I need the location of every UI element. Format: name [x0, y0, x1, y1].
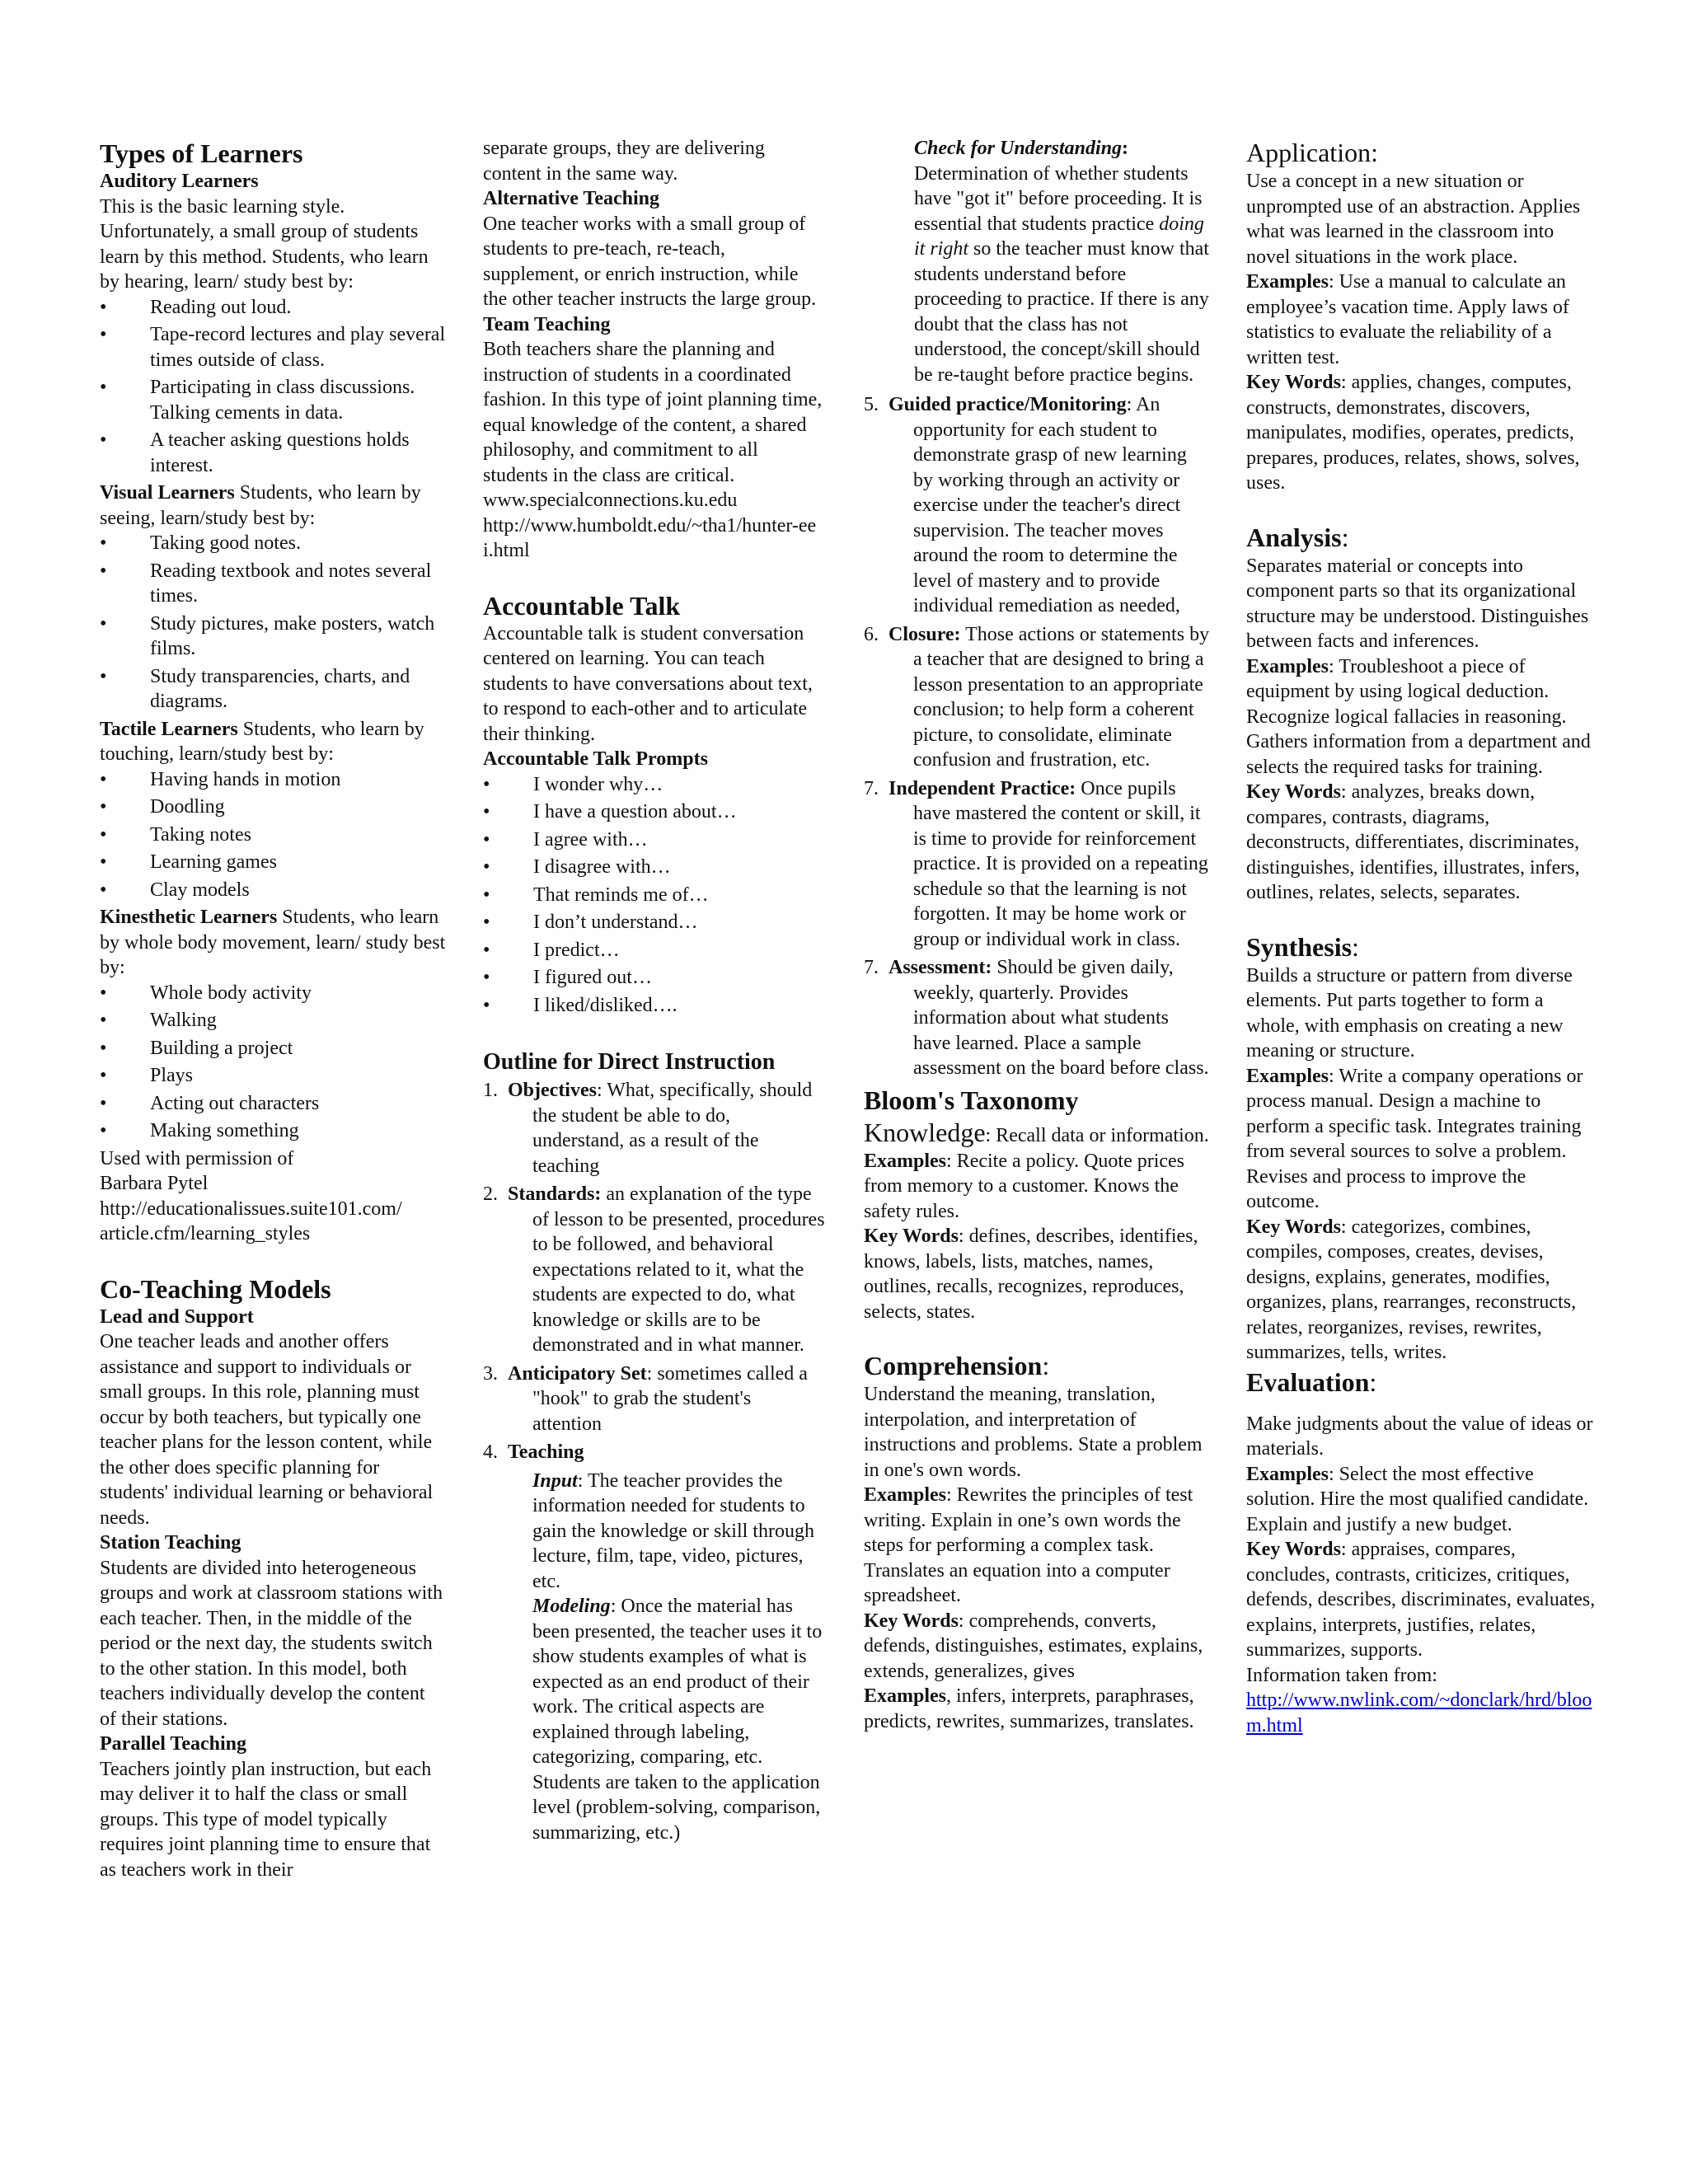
item-text: Once pupils have mastered the content or skill, it is time to provide for reinforcement practice. It is provided on a repeating schedule so that the learning is not forgotten. It may be home work or group or individual work in class.: [913, 777, 1208, 950]
modeling-heading: Modeling: [532, 1596, 611, 1617]
list-item: • I predict…: [483, 938, 825, 963]
visual-text: Students, who learn by seeing, learn/study best by:: [100, 482, 421, 529]
keywords-text: : applies, changes, computes, constructs, demonstrates, discovers, manipulates, modifies, operates, predicts, prepares, produces, relates, shows, solves, uses.: [1246, 372, 1580, 494]
spacer: [1246, 1399, 1597, 1412]
team-heading: Team Teaching: [483, 313, 611, 335]
item-heading: Guided practice/Monitoring: [889, 394, 1127, 415]
examples-text: : Write a company operations or process manual. Design a machine to perform a specific task. Integrates training from several sources to solve a problem. Revises and process to improve the outcome.: [1246, 1065, 1583, 1212]
list-item: • Learning games: [100, 850, 446, 875]
knowledge-heading: Knowledge: [864, 1117, 986, 1147]
list-item: • Walking: [100, 1008, 446, 1033]
list-item: • Having hands in motion: [100, 767, 446, 793]
list-item: • Building a project: [100, 1036, 446, 1062]
item-number: 4.: [483, 1441, 498, 1463]
keywords-text: : comprehends, converts, defends, distinguishes, estimates, explains, extends, generalizes, gives: [864, 1610, 1203, 1682]
comprehension-heading-line: [864, 1349, 1210, 1382]
tactile-paragraph: [100, 717, 446, 767]
application-keywords: [1246, 370, 1597, 496]
comprehension-examples-2: [864, 1684, 1210, 1734]
list-item: • That reminds me of…: [483, 883, 825, 908]
parallel-heading: Parallel Teaching: [100, 1733, 247, 1755]
comprehension-keywords: [864, 1609, 1210, 1685]
visual-heading: Visual Learners: [100, 482, 235, 504]
keywords-label: Key Words: [1246, 1216, 1341, 1238]
spacer: [100, 1247, 446, 1272]
co-teaching-title: Co-Teaching Models: [100, 1273, 331, 1304]
list-item: • I wonder why…: [483, 772, 825, 798]
outline-item: [483, 1182, 825, 1358]
outline-title: Outline for Direct Instruction: [483, 1049, 776, 1075]
auditory-heading: Auditory Learners: [100, 171, 259, 192]
item-number: 1.: [483, 1080, 498, 1101]
item-number: 3.: [483, 1362, 498, 1385]
bloom-source-link[interactable]: http://www.nwlink.com/~donclark/hrd/bloom.html: [1246, 1690, 1592, 1736]
check-text-cont: so the teacher must know that students understand before proceeding to practice. If there is any doubt that the class has not understood, the concept/skill should be re-taught before practice begins.: [914, 238, 1209, 386]
column-4: [1246, 136, 1597, 1738]
examples-label: Examples: [864, 1685, 947, 1707]
synthesis-colon: :: [1352, 931, 1359, 962]
source-url: www.specialconnections.ku.edu: [483, 490, 738, 511]
modeling-paragraph: [483, 1594, 825, 1845]
item-text: Should be given daily, weekly, quarterly. Provides information about what students have learned. Place a sample assessment on the board before class.: [913, 957, 1209, 1079]
modeling-text: : Once the material has been presented, the teacher uses it to show students examples of what is expected as an end product of their work. The critical aspects are explained through labeling, categorizing, comparing, etc. Students are taken to the application level (problem-solving, comparison, summarizing, etc.): [532, 1596, 823, 1844]
comprehension-text: Understand the meaning, translation, interpolation, and interpretation of instructions and problems. State a problem in one's own words.: [864, 1384, 1203, 1481]
visual-list: [100, 531, 446, 715]
info-source-link-wrap: [1246, 1688, 1597, 1738]
keywords-text: : appraises, compares, concludes, contrasts, criticizes, critiques, defends, describes, discriminates, evaluates, explains, interprets, justifies, relates, summarizes, supports.: [1246, 1539, 1596, 1661]
list-item: • I disagree with…: [483, 855, 825, 880]
item-heading: Standards:: [508, 1183, 602, 1205]
analysis-heading: Analysis: [1246, 522, 1342, 552]
keywords-label: Key Words: [1246, 1539, 1341, 1560]
team-text: Both teachers share the planning and instruction of students in a coordinated fashion. In this type of joint planning time, equal knowledge of the content, a shared philosophy, and commitment to all students in the class are critical.: [483, 339, 823, 486]
comprehension-examples: [864, 1483, 1210, 1609]
list-item: • Plays: [100, 1063, 446, 1089]
item-number: 2.: [483, 1183, 498, 1205]
permission-url-path: article.cfm/learning_styles: [100, 1223, 311, 1244]
spacer: [864, 1324, 1210, 1349]
item-text: : An opportunity for each student to demonstrate grasp of new learning by working through an activity or exercise under the teacher's direct supervision. The teacher moves around the room to determine the level of mastery and to provide individual remediation as needed,: [913, 394, 1187, 616]
list-item: • Tape-record lectures and play several times outside of class.: [100, 322, 446, 373]
kinesthetic-paragraph: [100, 905, 446, 981]
list-item: • I liked/disliked….: [483, 993, 825, 1019]
station-heading: Station Teaching: [100, 1532, 241, 1554]
list-item: • Reading textbook and notes several times.: [100, 559, 446, 609]
accountable-talk-title: Accountable Talk: [483, 590, 681, 621]
kinesthetic-list: [100, 981, 446, 1144]
examples-text: : Recite a policy. Quote prices from memory to a customer. Knows the safety rules.: [864, 1150, 1185, 1222]
check-heading: Check for Understanding: [914, 138, 1123, 159]
list-item: • I don’t understand…: [483, 910, 825, 935]
knowledge-keywords: [864, 1224, 1210, 1324]
analysis-heading-line: [1246, 521, 1597, 554]
evaluation-heading: Evaluation: [1246, 1366, 1370, 1397]
application-text: Use a concept in a new situation or unprompted use of an abstraction. Applies what was learned in the classroom into novel situations in the work place.: [1246, 171, 1581, 268]
lead-support-heading: Lead and Support: [100, 1305, 254, 1328]
list-item: • Taking notes: [100, 823, 446, 848]
examples-text: : Rewrites the principles of test writing. Explain in one’s own words the steps for performing a complex task. Translates an equation into a computer spreadsheet.: [864, 1484, 1193, 1606]
item-number: 7.: [864, 957, 879, 978]
visual-paragraph: [100, 480, 446, 531]
item-heading: Anticipatory Set: [508, 1362, 647, 1385]
evaluation-keywords: [1246, 1537, 1597, 1663]
auditory-list: [100, 295, 446, 479]
spacer: [483, 1020, 825, 1045]
item-number: 5.: [864, 394, 879, 415]
keywords-label: Key Words: [864, 1226, 959, 1247]
analysis-text: Separates material or concepts into component parts so that its organizational structure may be understood. Distinguishes between facts and inferences.: [1246, 555, 1589, 652]
check-understanding-paragraph: [864, 136, 1210, 387]
parallel-text-continued: separate groups, they are delivering content in the same way.: [483, 138, 765, 185]
alternative-heading: Alternative Teaching: [483, 188, 659, 209]
outline-item: [864, 392, 1210, 619]
comprehension-colon: :: [1042, 1351, 1050, 1380]
keywords-label: Key Words: [1246, 372, 1341, 393]
input-heading: Input: [532, 1469, 578, 1492]
column-3: [864, 136, 1210, 1734]
outline-item: [483, 1440, 825, 1465]
analysis-colon: :: [1341, 522, 1349, 552]
alternative-text: One teacher works with a small group of students to pre-teach, re-teach, supplement, or enrich instruction, while the other teacher instructs the large group.: [483, 213, 817, 310]
synthesis-examples: [1246, 1064, 1597, 1215]
keywords-text: : categorizes, combines, compiles, composes, creates, devises, designs, explains, generates, modifies, organizes, plans, rearranges, reconstructs, relates, reorganizes, revises, rewrites, summarizes, tells, writes.: [1246, 1216, 1577, 1363]
column-1: [100, 136, 446, 1882]
outline-item: [483, 1078, 825, 1179]
comprehension-heading: Comprehension: [864, 1351, 1043, 1380]
item-heading: Teaching: [508, 1441, 584, 1463]
examples-label: Examples: [1246, 1065, 1329, 1087]
accountable-talk-text: Accountable talk is student conversation centered on learning. You can teach students to have conversations about text, to respond to each-other and to articulate their thinking.: [483, 622, 813, 745]
examples-label: Examples: [864, 1484, 947, 1506]
synthesis-keywords: [1246, 1215, 1597, 1366]
list-item: • Taking good notes.: [100, 531, 446, 556]
keywords-label: Key Words: [1246, 781, 1341, 803]
prompts-list: [483, 772, 825, 1019]
item-text: an explanation of the type of lesson to be presented, procedures to be followed, and behavioral expectations related to it, what the students are expected to do, what knowledge or skills are to be demonstrated and in what manner.: [532, 1183, 825, 1356]
auditory-text: This is the basic learning style. Unfortunately, a small group of students learn by this method. Students, who learn by hearing, learn/ study best by:: [100, 195, 429, 293]
outline-item: [864, 776, 1210, 953]
outline-item: [864, 955, 1210, 1081]
spacer: [483, 564, 825, 588]
input-text: : The teacher provides the information needed for students to gain the knowledge or skill through lecture, film, tape, video, pictures, etc.: [532, 1469, 814, 1592]
list-item: • I figured out…: [483, 965, 825, 991]
kinesthetic-heading: Kinesthetic Learners: [100, 907, 278, 928]
examples-label: Examples: [1246, 1463, 1329, 1485]
keywords-text: : defines, describes, identifies, knows, labels, lists, matches, names, outlines, recalls, recognizes, reproduces, selects, states.: [864, 1226, 1198, 1323]
list-item: • Study transparencies, charts, and diagrams.: [100, 664, 446, 715]
check-colon: :: [1122, 138, 1129, 159]
list-item: • Participating in class discussions. Talking cements in data.: [100, 375, 446, 425]
tactile-text: Students, who learn by touching, learn/study best by:: [100, 718, 424, 765]
item-heading: Assessment:: [889, 957, 992, 978]
input-paragraph: [483, 1469, 825, 1595]
item-text: : sometimes called a "hook" to grab the student's attention: [532, 1362, 808, 1435]
types-of-learners-title: Types of Learners: [100, 138, 303, 168]
examples-label: Examples: [1246, 271, 1329, 293]
list-item: • Making something: [100, 1118, 446, 1144]
synthesis-text: Builds a structure or pattern from diverse elements. Put parts together to form a whole, with emphasis on creating a new meaning or structure.: [1246, 964, 1573, 1062]
analysis-keywords: [1246, 780, 1597, 906]
examples-label: Examples: [1246, 655, 1329, 677]
list-item: • I have a question about…: [483, 799, 825, 825]
source-url: http://www.humboldt.edu/~tha1/hunter-eei.html: [483, 514, 817, 561]
application-examples: [1246, 269, 1597, 370]
list-item: • Whole body activity: [100, 981, 446, 1006]
permission-author: Barbara Pytel: [100, 1173, 209, 1194]
item-heading: Independent Practice:: [889, 777, 1076, 799]
list-item: • I agree with…: [483, 827, 825, 853]
evaluation-text: Make judgments about the value of ideas or materials.: [1246, 1413, 1593, 1460]
check-emphasis: doing it right: [914, 213, 1204, 260]
examples-text: : Select the most effective solution. Hire the most qualified candidate. Explain and justify a new budget.: [1246, 1463, 1589, 1535]
item-number: 6.: [864, 623, 879, 645]
item-text: : What, specifically, should the student be able to do, understand, as a result of the teaching: [532, 1080, 813, 1177]
tactile-heading: Tactile Learners: [100, 718, 238, 740]
list-item: • Reading out loud.: [100, 295, 446, 321]
spacer: [1246, 906, 1597, 930]
synthesis-heading-line: [1246, 930, 1597, 963]
spacer: [1246, 496, 1597, 521]
examples-text: : Troubleshoot a piece of equipment by using logical deduction. Recognize logical fallacies in reasoning. Gathers information from a department and selects the required tasks for training.: [1246, 655, 1591, 778]
station-text: Students are divided into heterogeneous groups and work at classroom stations with each teacher. Then, in the middle of the period or the next day, the students switch to the other station. In this model, both teachers individually develop the content of their stations.: [100, 1557, 443, 1730]
synthesis-heading: Synthesis: [1246, 931, 1353, 962]
list-item: • Study pictures, make posters, watch films.: [100, 612, 446, 662]
lead-support-text: One teacher leads and another offers assistance and support to individuals or small groups. In this role, planning must occur by both teachers, but typically one teacher plans for the lesson content, while the other does specific planning for students' individual learning or behavioral needs.: [100, 1331, 434, 1529]
column-2: [483, 136, 825, 1845]
keywords-text: : analyzes, breaks down, compares, contrasts, diagrams, deconstructs, differentiates, discriminates, distinguishes, identifies, illustrates, infers, outlines, relates, selects, separates.: [1246, 781, 1580, 903]
outline-item: [483, 1361, 825, 1437]
item-heading: Closure:: [889, 623, 961, 645]
keywords-label: Key Words: [864, 1610, 959, 1632]
blooms-taxonomy-title: Bloom's Taxonomy: [864, 1085, 1079, 1115]
outline-item: [864, 622, 1210, 773]
list-item: • Doodling: [100, 794, 446, 820]
permission-line: Used with permission of: [100, 1147, 294, 1169]
kinesthetic-text: Students, who learn by whole body movement, learn/ study best by:: [100, 907, 446, 978]
examples-label: Examples: [864, 1150, 947, 1172]
knowledge-text: : Recall data or information.: [985, 1124, 1209, 1146]
knowledge-paragraph: [864, 1116, 1210, 1149]
list-item: • A teacher asking questions holds interest.: [100, 428, 446, 478]
permission-url: http://educationalissues.suite101.com/: [100, 1197, 402, 1220]
examples-text: , infers, interprets, paraphrases, predicts, rewrites, summarizes, translates.: [864, 1685, 1194, 1732]
application-heading: Application: [1246, 138, 1372, 167]
info-source-label: Information taken from:: [1246, 1664, 1437, 1686]
item-heading: Objectives: [508, 1080, 597, 1101]
tactile-list: [100, 767, 446, 903]
application-colon: :: [1371, 138, 1378, 167]
knowledge-examples: [864, 1149, 1210, 1225]
analysis-examples: [1246, 654, 1597, 780]
list-item: • Acting out characters: [100, 1091, 446, 1117]
application-heading-line: [1246, 136, 1597, 169]
item-number: 7.: [864, 777, 879, 799]
prompts-heading: Accountable Talk Prompts: [483, 748, 708, 770]
item-text: Those actions or statements by a teacher that are designed to bring a lesson presentation to an appropriate conclusion; to help form a coherent picture, to consolidate, eliminate confusion and frustration, etc.: [913, 623, 1210, 771]
evaluation-examples: [1246, 1462, 1597, 1538]
evaluation-heading-line: [1246, 1366, 1597, 1399]
check-text: Determination of whether students have "got it" before proceeding. It is essential that students practice: [914, 162, 1203, 235]
examples-text: : Use a manual to calculate an employee’s vacation time. Apply laws of statistics to evaluate the reliability of a written test.: [1246, 271, 1569, 368]
evaluation-colon: :: [1369, 1366, 1377, 1397]
parallel-text: Teachers jointly plan instruction, but each may deliver it to half the class or small groups. This type of model typically requires joint planning time to ensure that as teachers work in their: [100, 1758, 432, 1881]
list-item: • Clay models: [100, 878, 446, 903]
